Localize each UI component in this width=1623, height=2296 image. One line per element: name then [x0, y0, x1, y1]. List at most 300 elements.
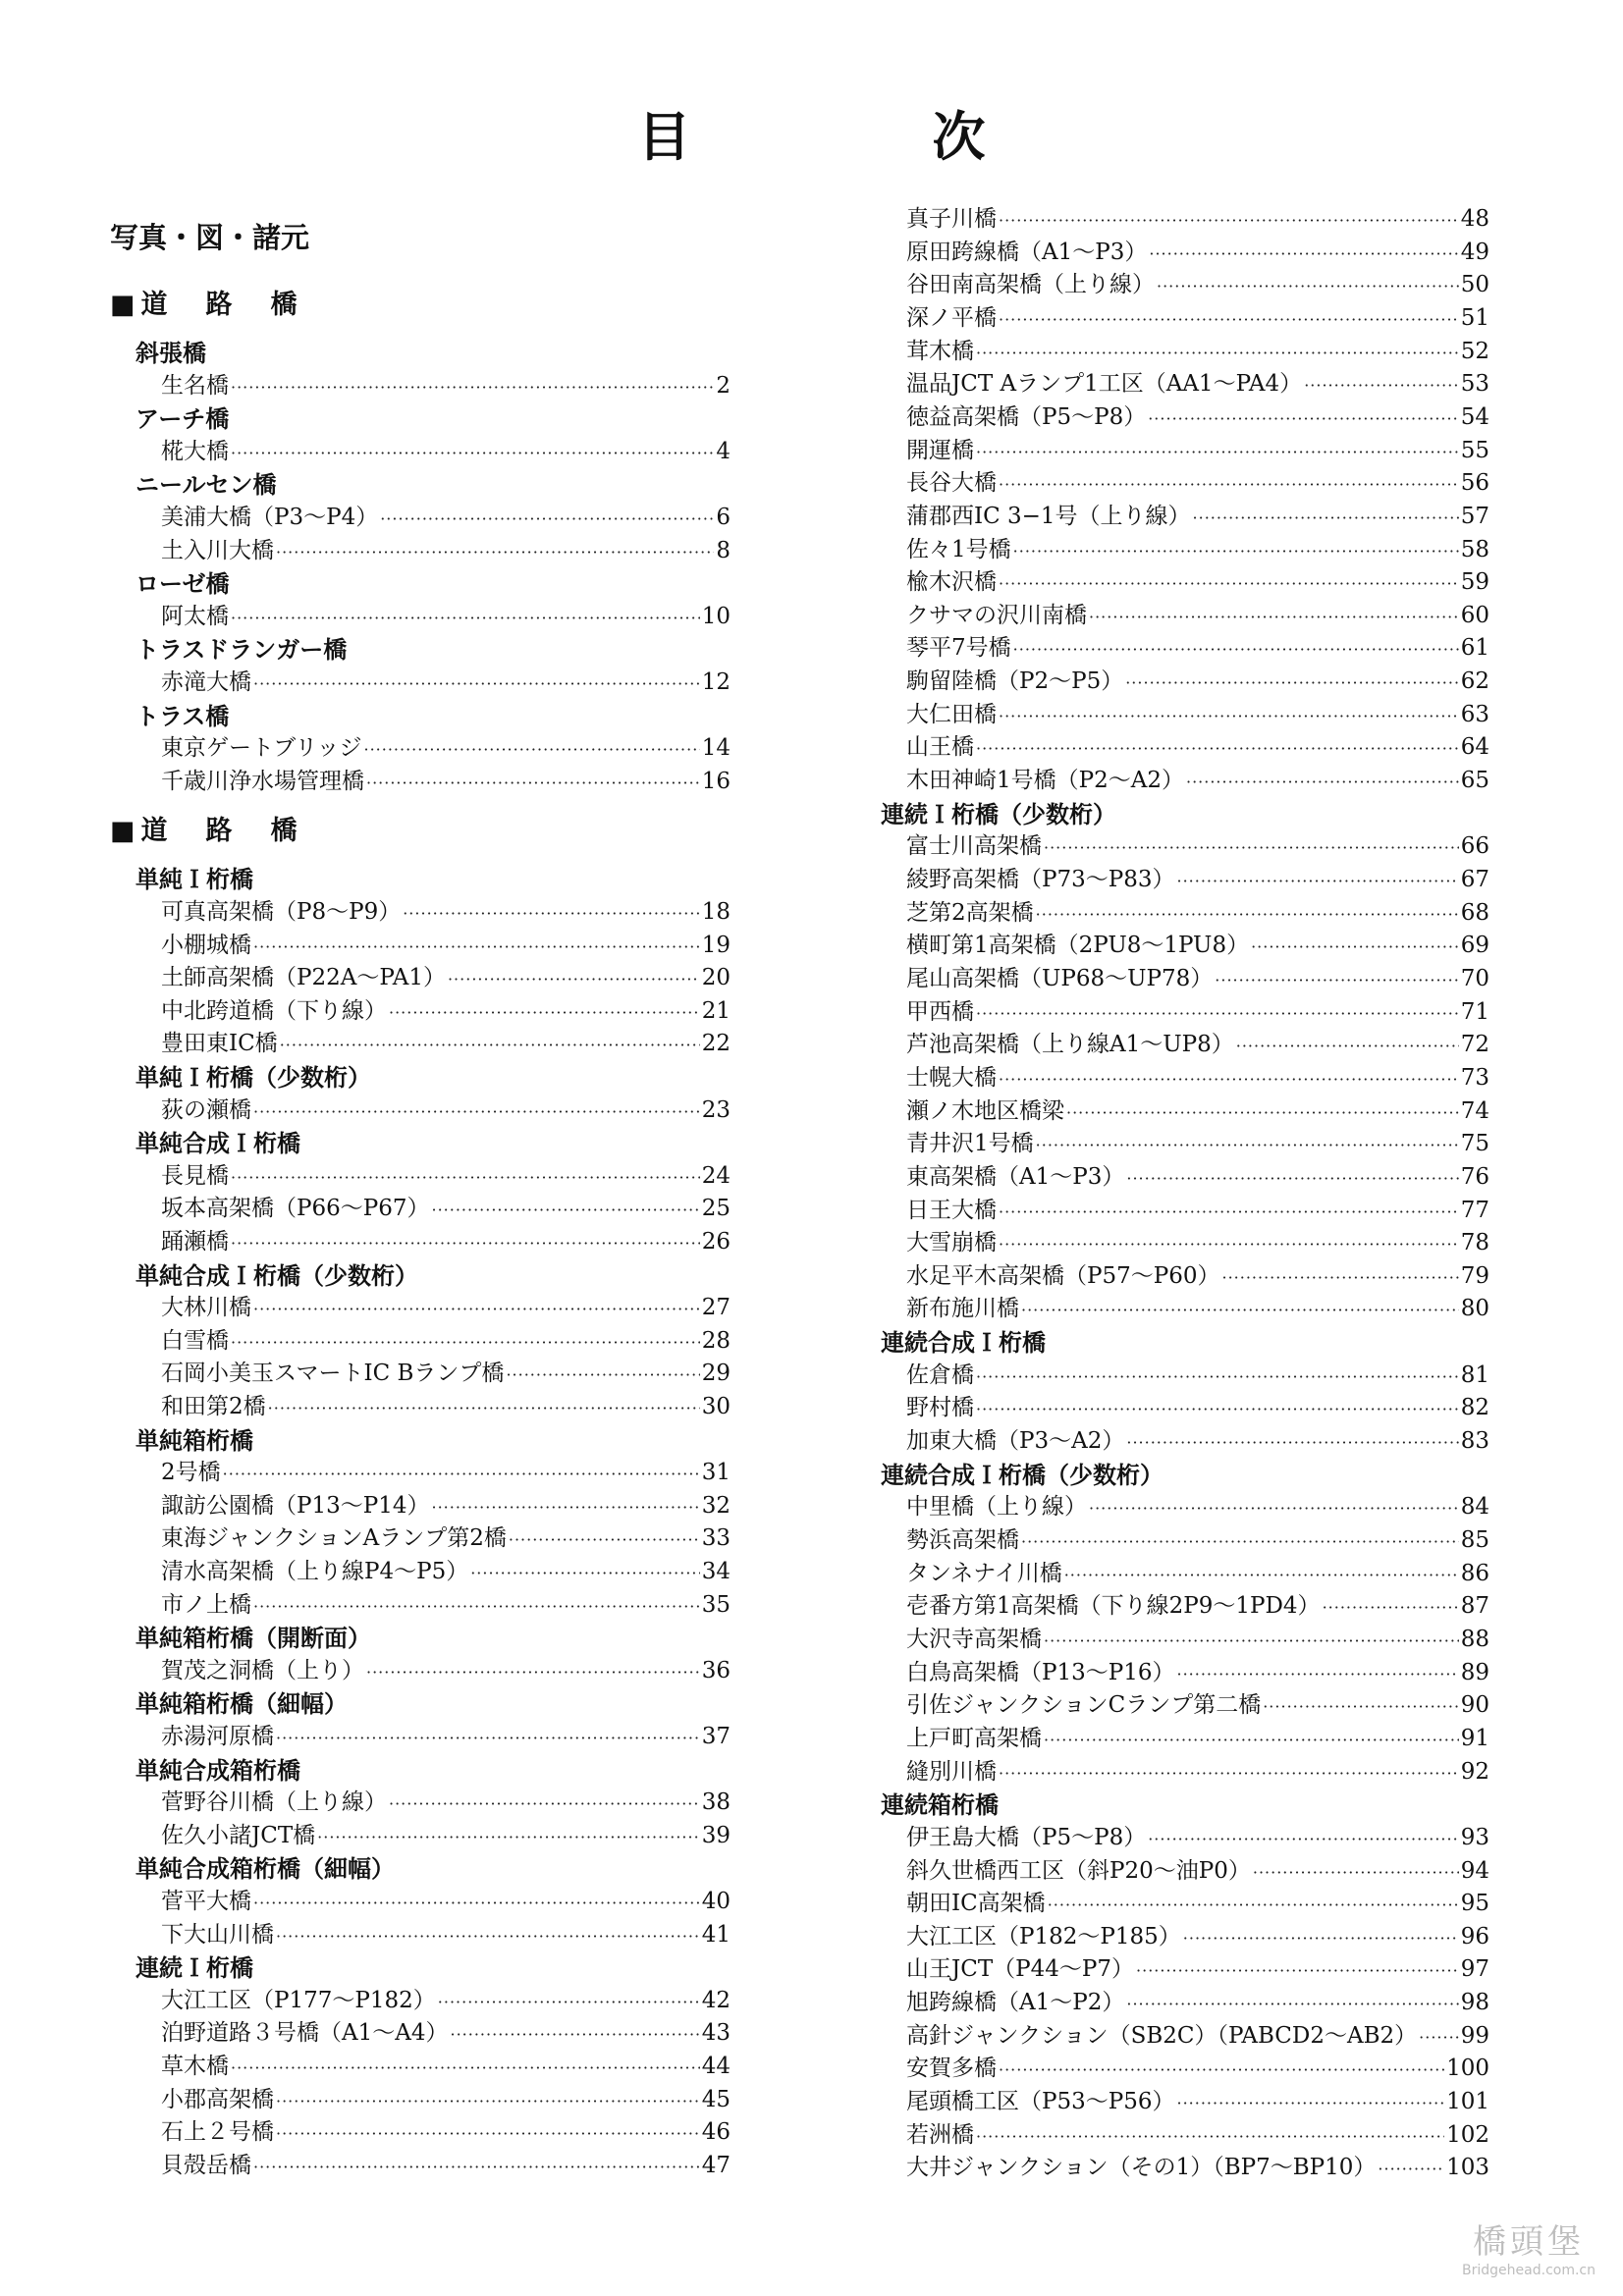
toc-entry-title: 高針ジャンクション（SB2C）（PABCD2〜AB2） [906, 2022, 1418, 2049]
toc-page-number: 39 [701, 1822, 730, 1848]
toc-entry-title: 山王JCT（P44〜P7） [906, 1956, 1135, 1983]
toc-page-number: 27 [701, 1295, 730, 1321]
toc-entry [906, 2149, 1489, 2181]
toc-entry-title: 大井ジャンクション（その1）（BP7〜BP10） [906, 2155, 1377, 2181]
toc-entry [906, 1357, 1489, 1389]
dot-leader [999, 1070, 1459, 1089]
watermark [1462, 2215, 1596, 2278]
toc-entry [906, 234, 1489, 266]
toc-entry-title: 白鳥高架橋（P13〜P16） [906, 1659, 1175, 1685]
dot-leader [976, 1004, 1459, 1023]
toc-entry [161, 532, 730, 564]
toc-entry-title: 佐々1号橋 [906, 536, 1011, 562]
toc-entry-title: 縫別川橋 [906, 1758, 997, 1785]
toc-page-number: 52 [1460, 338, 1489, 364]
toc-entry-title: 菅平大橋 [161, 1889, 251, 1914]
toc-entry [906, 1852, 1489, 1885]
toc-entry-title: 木田神崎1号橋（P2〜A2） [906, 768, 1184, 794]
toc-entry-title: 踊瀬橋 [161, 1229, 229, 1255]
toc-page-number: 22 [701, 1031, 730, 1057]
toc-section-heading: ■道 路 橋 [110, 290, 303, 320]
toc-page-number: 68 [1460, 899, 1489, 926]
toc-entry [906, 2116, 1489, 2149]
dot-leader [976, 739, 1459, 758]
toc-entry-title: 生名橋 [161, 372, 229, 399]
toc-entry [906, 1026, 1489, 1058]
toc-category-heading: 単純Ｉ桁橋 [135, 866, 253, 894]
toc-page-number: 20 [701, 965, 730, 991]
toc-entry [161, 1388, 730, 1420]
toc-entry-title: 旭跨線橋（A1〜P2） [906, 1990, 1125, 2016]
toc-category-heading: 単純Ｉ桁橋（少数桁） [135, 1064, 371, 1092]
dot-leader [276, 2092, 700, 2110]
dot-leader [253, 1597, 700, 1616]
toc-page-number: 32 [701, 1492, 730, 1519]
toc-entry-title: 赤湯河原橋 [161, 1724, 274, 1749]
toc-entry-title: 徳益高架橋（P5〜P8） [906, 403, 1147, 430]
toc-entry-title: 中北跨道橋（下り線） [161, 997, 387, 1024]
toc-entry [161, 959, 730, 991]
toc-entry-title: 白雪橋 [161, 1327, 229, 1354]
dot-leader [1136, 1961, 1459, 1980]
toc-entry [906, 1389, 1489, 1421]
toc-entry-title: 朝田IC高架橋 [906, 1891, 1046, 1917]
dot-leader [231, 609, 700, 627]
toc-page-number: 38 [701, 1789, 730, 1816]
toc-entry-title: 山王橋 [906, 734, 974, 761]
toc-page-number: 26 [701, 1229, 730, 1255]
toc-entry [161, 1190, 730, 1222]
toc-section-heading: ■道 路 橋 [110, 816, 303, 847]
toc-entry-title: 東海ジャンクションAランプ第2橋 [161, 1525, 507, 1552]
toc-page-number: 78 [1460, 1230, 1489, 1256]
toc-entry-title: 芝第2高架橋 [906, 899, 1034, 926]
toc-entry [161, 499, 730, 531]
toc-entry [906, 1257, 1489, 1290]
toc-entry-title: 琴平7号橋 [906, 635, 1011, 662]
toc-page-number: 2 [716, 372, 730, 399]
toc-page-number: 30 [701, 1394, 730, 1419]
dot-leader [223, 1465, 700, 1483]
toc-entry-title: 野村橋 [906, 1395, 974, 1421]
toc-page-number: 31 [701, 1460, 730, 1486]
toc-entry-title: 土入川大橋 [161, 537, 274, 563]
toc-entry-title: 千歳川浄水場管理橋 [161, 768, 364, 794]
toc-page-number: 66 [1460, 833, 1489, 860]
dot-leader [509, 1530, 700, 1549]
toc-page-number: 69 [1460, 933, 1489, 959]
toc-entry [161, 1883, 730, 1915]
toc-category-heading: 連続Ｉ桁橋 [135, 1954, 253, 1983]
dot-leader [253, 1894, 700, 1912]
toc-page-number: 64 [1460, 734, 1489, 761]
dot-leader [1304, 376, 1459, 395]
toc-page-number: 61 [1460, 635, 1489, 662]
toc-page-number: 83 [1460, 1428, 1489, 1455]
toc-page-number: 8 [716, 537, 730, 563]
dot-leader [1176, 2094, 1444, 2112]
toc-entry [906, 1555, 1489, 1587]
toc-entry-title: 諏訪公園橋（P13〜P14） [161, 1492, 430, 1519]
dot-leader [1089, 1499, 1459, 1518]
toc-entry [161, 664, 730, 696]
toc-category-heading: 単純合成箱桁橋 [135, 1756, 300, 1785]
toc-entry-title: 大江工区（P182〜P185） [906, 1923, 1181, 1949]
toc-page-number: 25 [701, 1196, 730, 1222]
toc-entry [161, 1355, 730, 1387]
dot-leader [1148, 409, 1459, 428]
dot-leader [1044, 1631, 1459, 1650]
toc-page-number: 44 [701, 2054, 730, 2079]
toc-page-number: 49 [1460, 239, 1489, 265]
dot-leader [438, 1993, 700, 2011]
dot-leader [431, 1201, 699, 1219]
dot-leader [999, 1764, 1459, 1783]
dot-leader [1126, 1995, 1458, 2013]
toc-entry-title: 芦池高架橋（上り線A1〜UP8） [906, 1032, 1234, 1058]
toc-entry-title: 水足平木高架橋（P57〜P60） [906, 1262, 1220, 1289]
toc-entry [906, 1587, 1489, 1620]
toc-page-number: 90 [1460, 1692, 1489, 1719]
toc-entry-title: 石岡小美玉スマートIC Bランプ橋 [161, 1361, 505, 1387]
dot-leader [366, 1663, 700, 1682]
dot-leader [1044, 1731, 1459, 1749]
toc-page-number: 16 [701, 768, 730, 794]
toc-entry [906, 2050, 1489, 2082]
toc-entry-title: 赤滝大橋 [161, 669, 251, 695]
toc-page-number: 6 [716, 505, 730, 530]
toc-entry-title: 小郡高架橋 [161, 2086, 274, 2112]
toc-category-heading: ローゼ橋 [135, 570, 230, 599]
toc-page-number: 79 [1460, 1262, 1489, 1289]
toc-page-number: 96 [1460, 1923, 1489, 1949]
toc-entry [161, 1487, 730, 1520]
toc-entry-title: 市ノ上橋 [161, 1591, 251, 1618]
toc-entry-title: 斜久世橋西工区（斜P20〜油P0） [906, 1857, 1251, 1884]
toc-entry-title: 東高架橋（A1〜P3） [906, 1163, 1125, 1190]
toc-page-number: 94 [1460, 1857, 1489, 1884]
dot-leader [1193, 508, 1459, 527]
toc-category-heading: 単純箱桁橋（開断面） [135, 1625, 371, 1653]
toc-category-heading: 連続箱桁橋 [881, 1791, 999, 1820]
dot-leader [1013, 542, 1459, 561]
toc-entry-title: 和田第2橋 [161, 1394, 266, 1419]
toc-entry [906, 1422, 1489, 1455]
toc-entry [906, 1621, 1489, 1653]
toc-entry-title: 坂本高架橋（P66〜P67） [161, 1196, 430, 1222]
dot-leader [253, 1102, 700, 1121]
toc-entry-title: 中里橋（上り線） [906, 1494, 1087, 1521]
dot-leader [276, 543, 714, 561]
toc-entry [161, 1157, 730, 1190]
toc-entry [906, 365, 1489, 398]
toc-entry-title: 若洲橋 [906, 2121, 974, 2148]
dot-leader [1064, 1566, 1459, 1584]
toc-page-number: 103 [1446, 2155, 1489, 2181]
toc-page-number: 76 [1460, 1163, 1489, 1190]
toc-entry [161, 992, 730, 1025]
dot-leader [1419, 2028, 1459, 2047]
dot-leader [276, 2124, 700, 2143]
dot-leader [999, 574, 1459, 593]
toc-page-number: 51 [1460, 304, 1489, 331]
dot-leader [231, 1168, 700, 1187]
toc-entry-title: 大林川橋 [161, 1295, 251, 1321]
dot-leader [1236, 1037, 1459, 1055]
dot-leader [976, 344, 1459, 362]
toc-category-heading: ニールセン橋 [135, 471, 277, 500]
toc-entry-title: 尾山高架橋（UP68〜UP78） [906, 965, 1214, 991]
dot-leader [1186, 773, 1459, 791]
toc-entry [161, 1916, 730, 1949]
dot-leader [276, 1927, 700, 1946]
toc-page-number: 98 [1460, 1990, 1489, 2016]
toc-entry-title: 上戸町高架橋 [906, 1725, 1042, 1751]
toc-entry [161, 1289, 730, 1321]
dot-leader [389, 1794, 700, 1813]
dot-leader [999, 2060, 1444, 2079]
dot-leader [506, 1365, 699, 1384]
dot-leader [253, 1300, 700, 1318]
dot-leader [1036, 905, 1459, 924]
toc-page-number: 97 [1460, 1956, 1489, 1983]
toc-entry-title: 大雪崩橋 [906, 1230, 997, 1256]
toc-entry-title: 菅野谷川橋（上り線） [161, 1789, 387, 1816]
toc-category-heading: トラス橋 [135, 702, 230, 730]
toc-entry [906, 1290, 1489, 1322]
toc-page-number: 42 [701, 1987, 730, 2013]
toc-category-heading: 単純合成箱桁橋（細幅） [135, 1855, 395, 1884]
dot-leader [317, 1828, 700, 1846]
toc-entry [161, 1718, 730, 1750]
toc-entry-title: 綾野高架橋（P73〜P83） [906, 867, 1175, 892]
toc-entry [906, 1720, 1489, 1752]
dot-leader [1044, 838, 1459, 857]
toc-entry-title: 壱番方第1高架橋（下り線2P9〜1PD4） [906, 1593, 1321, 1620]
toc-entry [161, 1322, 730, 1355]
toc-entry-title: 泊野道路３号橋（A1〜A4） [161, 2020, 449, 2047]
toc-entry-title: 椛大橋 [161, 438, 229, 464]
toc-page-number: 28 [701, 1327, 730, 1354]
toc-entry [906, 1950, 1489, 1983]
toc-entry [906, 399, 1489, 431]
toc-entry [161, 2147, 730, 2179]
toc-page-number: 71 [1460, 998, 1489, 1025]
toc-page-number: 92 [1460, 1758, 1489, 1785]
toc-entry-title: 士幌大橋 [906, 1064, 997, 1091]
toc-entry [906, 861, 1489, 893]
dot-leader [976, 1400, 1459, 1418]
toc-entry [906, 432, 1489, 464]
toc-entry-title: 茸木橋 [906, 338, 974, 364]
toc-entry [161, 729, 730, 762]
toc-entry-title: 佐久小諸JCT橋 [161, 1822, 316, 1848]
toc-entry-title: 楡木沢橋 [906, 569, 997, 596]
toc-page-number: 19 [701, 932, 730, 958]
dot-leader [976, 1367, 1459, 1386]
toc-entry-title: 大江工区（P177〜P182） [161, 1987, 436, 2013]
toc-entry [906, 200, 1489, 233]
toc-category-heading: 連続合成Ｉ桁橋（少数桁） [881, 1461, 1163, 1489]
toc-entry-title: 引佐ジャンクションCランプ第二橋 [906, 1692, 1262, 1719]
toc-entry [906, 299, 1489, 332]
toc-entry-title: 大沢寺高架橋 [906, 1626, 1042, 1652]
toc-page-number: 46 [701, 2119, 730, 2146]
toc-entry [906, 762, 1489, 794]
dot-leader [1183, 1929, 1459, 1948]
toc-entry-title: 佐倉橋 [906, 1362, 974, 1388]
toc-page-number: 10 [701, 603, 730, 629]
toc-entry [906, 1819, 1489, 1851]
toc-entry-title: 清水高架橋（上り線P4〜P5） [161, 1559, 469, 1584]
toc-entry-title: 豊田東IC橋 [161, 1031, 278, 1057]
toc-entry [906, 1125, 1489, 1157]
toc-entry [906, 531, 1489, 563]
toc-page-number: 23 [701, 1096, 730, 1123]
dot-leader [380, 509, 714, 528]
toc-page-number: 87 [1460, 1593, 1489, 1620]
toc-entry-title: 伊王島大橋（P5〜P8） [906, 1824, 1147, 1850]
toc-entry-title: タンネナイ川橋 [906, 1560, 1062, 1586]
toc-page-number: 36 [701, 1657, 730, 1683]
toc-entry-title: 新布施川橋 [906, 1296, 1019, 1322]
toc-entry-title: 貝殻岳橋 [161, 2152, 251, 2178]
toc-entry-title: 谷田南高架橋（上り線） [906, 272, 1155, 298]
toc-page-number: 93 [1460, 1824, 1489, 1850]
toc-entry-title: 安賀多橋 [906, 2056, 997, 2082]
toc-page-number: 59 [1460, 569, 1489, 596]
page-title: 目 次 [637, 106, 1080, 168]
dot-leader [1323, 1598, 1459, 1617]
toc-page-number: 95 [1460, 1891, 1489, 1917]
toc-main-heading: 写真・図・諸元 [110, 221, 310, 254]
watermark-url: Bridgehead.com.cn [1462, 2263, 1596, 2278]
toc-entry [161, 598, 730, 630]
dot-leader [976, 2127, 1444, 2146]
toc-entry-title: 富士川高架橋 [906, 833, 1042, 860]
toc-entry-title: 阿太橋 [161, 603, 229, 629]
toc-entry [906, 597, 1489, 629]
toc-category-heading: アーチ橋 [135, 405, 230, 434]
dot-leader [280, 1036, 700, 1054]
toc-page-number: 86 [1460, 1560, 1489, 1586]
toc-entry [906, 1918, 1489, 1950]
dot-leader [999, 211, 1459, 230]
toc-category-heading: 斜張橋 [135, 340, 206, 367]
toc-page-number: 60 [1460, 602, 1489, 628]
toc-page-number: 80 [1460, 1296, 1489, 1322]
toc-entry-title: クサマの沢川南橋 [906, 602, 1087, 628]
dot-leader [1125, 673, 1459, 692]
toc-entry [906, 498, 1489, 530]
dot-leader [1089, 608, 1459, 626]
toc-page-number: 12 [701, 669, 730, 695]
toc-entry [161, 1982, 730, 2014]
toc-entry-title: 横町第1高架橋（2PU8〜1PU8） [906, 933, 1250, 959]
toc-entry-title: 勢浜高架橋 [906, 1527, 1019, 1553]
toc-page-number: 21 [701, 997, 730, 1024]
dot-leader [1066, 1103, 1459, 1122]
dot-leader [1221, 1268, 1458, 1287]
toc-entry [161, 927, 730, 959]
toc-page-number: 89 [1460, 1659, 1489, 1685]
toc-page-number: 84 [1460, 1494, 1489, 1521]
toc-entry-title: 石上２号橋 [161, 2119, 274, 2146]
toc-entry-title: 温品JCT Aランプ1工区（AA1〜PA4） [906, 371, 1303, 398]
toc-entry [906, 629, 1489, 662]
toc-entry-title: 可真高架橋（P8〜P9） [161, 899, 402, 925]
toc-page-number: 4 [716, 438, 730, 464]
dot-leader [999, 1235, 1459, 1254]
toc-page-number: 73 [1460, 1064, 1489, 1091]
toc-category-heading: 単純合成Ｉ桁橋 [135, 1130, 300, 1158]
toc-entry [161, 2081, 730, 2113]
toc-category-heading: 連続Ｉ桁橋（少数桁） [881, 800, 1116, 828]
dot-leader [999, 475, 1459, 494]
dot-leader [268, 1399, 700, 1417]
toc-page-number: 14 [701, 735, 730, 762]
dot-leader [231, 1333, 700, 1352]
toc-entry [906, 1488, 1489, 1521]
toc-page-number: 24 [701, 1162, 730, 1189]
dot-leader [1176, 872, 1458, 890]
toc-page-number: 45 [701, 2086, 730, 2112]
toc-entry [906, 894, 1489, 927]
dot-leader [999, 310, 1459, 329]
toc-page-number: 74 [1460, 1097, 1489, 1124]
dot-leader [1149, 244, 1458, 263]
toc-entry [906, 2083, 1489, 2115]
toc-category-heading: 連続合成Ｉ桁橋 [881, 1329, 1046, 1358]
dot-leader [1176, 1665, 1458, 1683]
dot-leader [363, 740, 699, 759]
dot-leader [231, 1234, 700, 1253]
toc-entry [161, 1586, 730, 1619]
dot-leader [231, 378, 714, 397]
toc-entry [906, 2017, 1489, 2050]
toc-entry [906, 993, 1489, 1026]
toc-entry-title: 長谷大橋 [906, 470, 997, 497]
dot-leader [999, 707, 1459, 725]
toc-entry [161, 763, 730, 795]
toc-page-number: 47 [701, 2152, 730, 2178]
toc-entry [906, 563, 1489, 596]
toc-entry-title: 土師高架橋（P22A〜PA1） [161, 965, 446, 991]
toc-page-number: 100 [1446, 2056, 1489, 2082]
toc-entry [906, 464, 1489, 497]
toc-entry [161, 1553, 730, 1585]
toc-entry [161, 1652, 730, 1684]
toc-entry [906, 828, 1489, 860]
toc-page-number: 75 [1460, 1131, 1489, 1157]
toc-entry-title: 甲西橋 [906, 998, 974, 1025]
dot-leader [1378, 2160, 1444, 2178]
dot-leader [366, 774, 700, 792]
toc-page-number: 48 [1460, 206, 1489, 232]
toc-page-number: 82 [1460, 1395, 1489, 1421]
dot-leader [1263, 1697, 1459, 1716]
toc-page-number: 41 [701, 1921, 730, 1948]
toc-entry-title: 下大山川橋 [161, 1921, 274, 1948]
toc-category-heading: 単純箱桁橋 [135, 1426, 253, 1455]
toc-entry-title: 草木橋 [161, 2054, 229, 2079]
toc-entry-title: 開運橋 [906, 437, 974, 463]
toc-entry [906, 333, 1489, 365]
toc-entry-title: 尾頭橋工区（P53〜P56） [906, 2089, 1175, 2115]
toc-entry [161, 1025, 730, 1057]
toc-entry [161, 2048, 730, 2080]
toc-entry [161, 1092, 730, 1124]
